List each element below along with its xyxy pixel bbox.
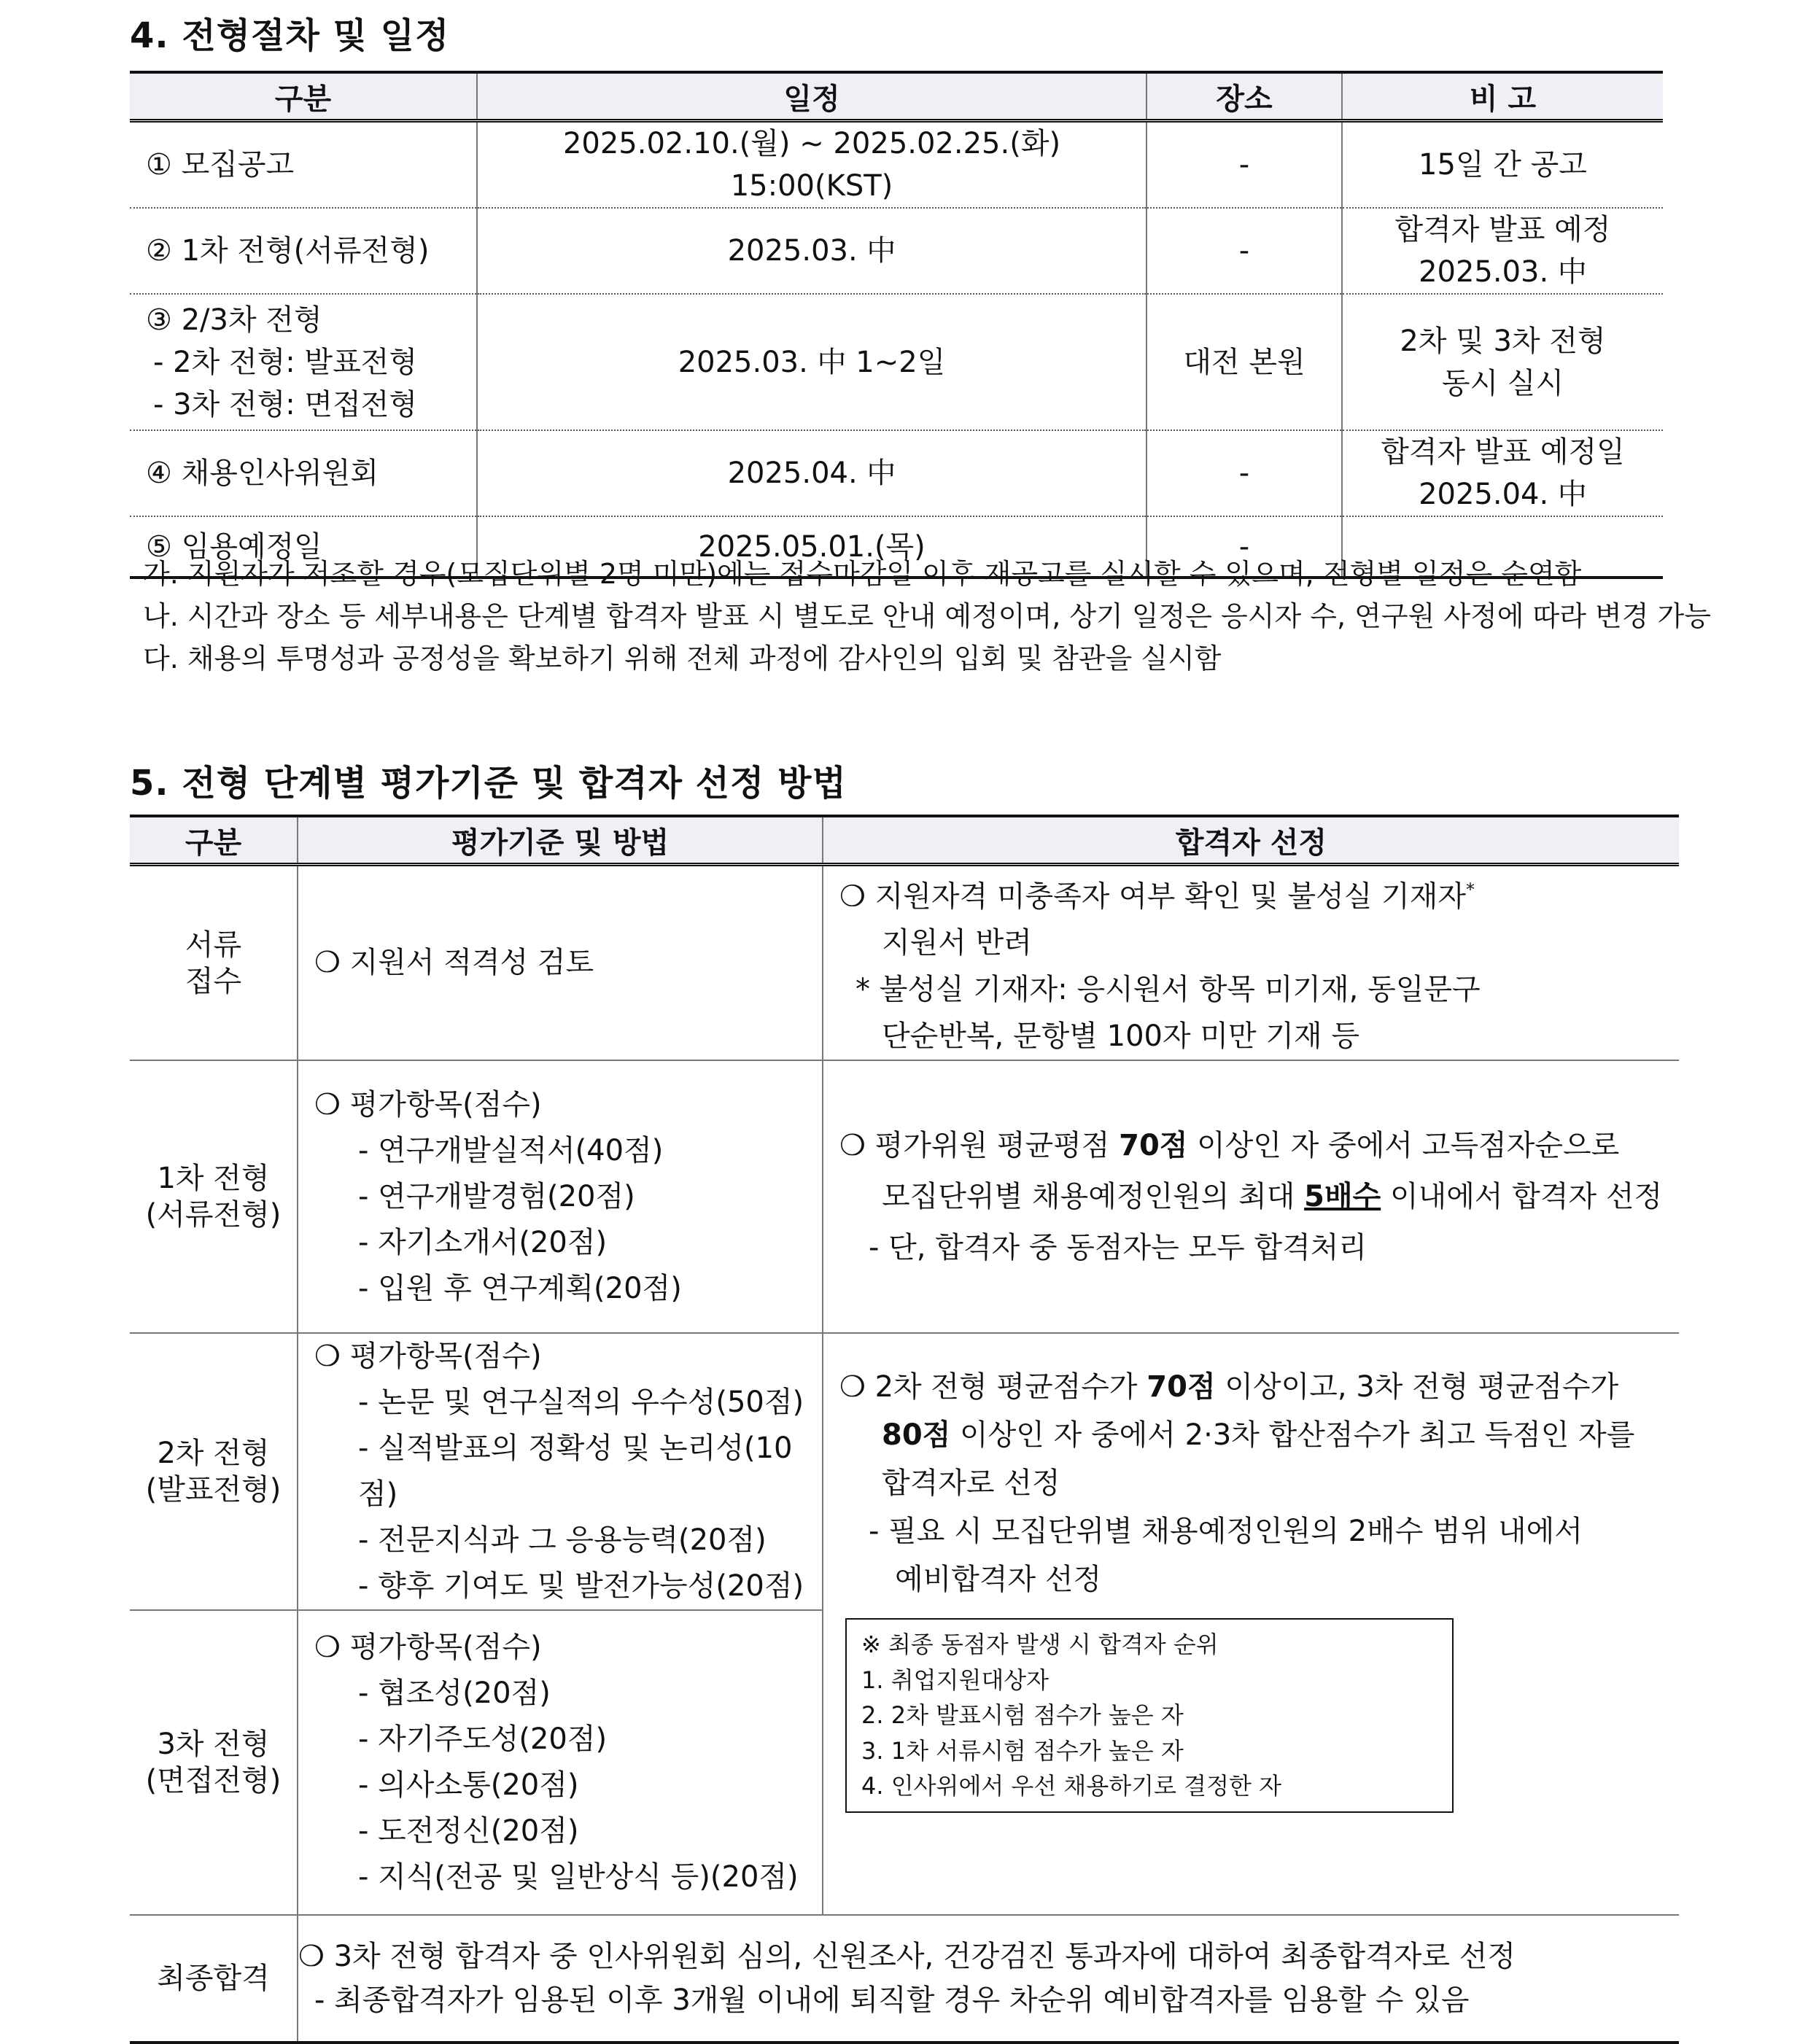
stage-label: ⑤ 임용예정일 <box>146 529 322 564</box>
stage-label: ① 모집공고 <box>146 148 295 182</box>
tie-rank-box <box>845 1618 1454 1813</box>
stage-label: ④ 채용인사위원회 <box>146 456 379 490</box>
stage-label: ③ 2/3차 전형 <box>146 303 322 337</box>
table-row <box>130 294 1663 430</box>
criteria-item: - 입원 후 연구계획(20점) <box>358 1271 682 1305</box>
criteria-item: - 실적발표의 정확성 및 논리성(10점) <box>358 1431 793 1512</box>
stage-label: ② 1차 전형(서류전형) <box>146 234 430 268</box>
category-label: (발표전형) <box>145 1473 282 1507</box>
category-label: 최종합격 <box>157 1962 270 1996</box>
criteria-item: - 연구개발경험(20점) <box>358 1179 635 1213</box>
table-row <box>130 1333 1679 1610</box>
schedule-note: 합격자 발표 예정 <box>1394 213 1611 246</box>
selection-text: - 필요 시 모집단위별 채용예정인원의 2배수 범위 내에서 <box>869 1515 1583 1549</box>
box-item: 2. 2차 발표시험 점수가 높은 자 <box>861 1701 1184 1730</box>
evaluation-header-stage: 구분 <box>130 816 298 865</box>
table-row <box>130 1060 1679 1333</box>
schedule-date: 2025.02.10.(월) ~ 2025.02.25.(화) 15:00(KST) <box>477 121 1147 209</box>
stage-sub-label: - 3차 전형: 면접전형 <box>153 387 417 421</box>
criteria-title: ❍ 평가항목(점수) <box>314 1631 542 1665</box>
schedule-place: - <box>1147 430 1342 516</box>
note-line: 나. 시간과 장소 등 세부내용은 단계별 합격자 발표 시 별도로 안내 예정이며, 상기 일정은 응시자 수, 연구원 사정에 따라 변경 가능 <box>143 600 1711 632</box>
stage-sub-label: - 2차 전형: 발표전형 <box>153 345 417 379</box>
criteria-item: - 의사소통(20점) <box>358 1768 579 1803</box>
box-item: 1. 취업지원대상자 <box>861 1666 1050 1694</box>
schedule-note-date: 2025.03. 中 <box>1419 255 1587 289</box>
category-label: 서류 <box>185 928 242 962</box>
footnote-text: * 불성실 기재자: 응시원서 항목 미기재, 동일문구 <box>855 973 1481 1007</box>
criteria-item: - 논문 및 연구실적의 우수성(50점) <box>358 1386 804 1420</box>
schedule-note: 15일 간 공고 <box>1419 148 1587 182</box>
criteria-item: - 지식(전공 및 일반상식 등)(20점) <box>358 1860 799 1895</box>
criteria-item: - 자기주도성(20점) <box>358 1722 608 1757</box>
note-line: 가. 지원자가 저조할 경우(모집단위별 2명 미만)에는 접수마감일 이후 재공고를 실시할 수 있으며, 전형별 일정은 순연함 <box>143 558 1582 590</box>
schedule-note: 동시 실시 <box>1441 366 1564 400</box>
box-item: 3. 1차 서류시험 점수가 높은 자 <box>861 1736 1184 1765</box>
criteria-item: - 자기소개서(20점) <box>358 1225 608 1259</box>
table-row <box>130 1915 1679 2043</box>
category-label: (면접전형) <box>145 1764 282 1798</box>
schedule-place: 대전 본원 <box>1147 294 1342 430</box>
selection-text: 지원서 반려 <box>882 926 1032 960</box>
schedule-place: - <box>1147 208 1342 294</box>
section5-title: 5. 전형 단계별 평가기준 및 합격자 선정 방법 <box>130 763 847 804</box>
table-row <box>130 865 1679 1061</box>
criteria-item: - 전문지식과 그 응용능력(20점) <box>358 1523 767 1558</box>
selection-text: 예비합격자 선정 <box>895 1563 1102 1597</box>
schedule-note: 합격자 발표 예정일 <box>1381 435 1625 469</box>
schedule-table <box>130 71 1663 579</box>
selection-text: ❍ 2차 전형 평균점수가 <box>839 1370 1147 1404</box>
category-label: 3차 전형 <box>157 1728 270 1762</box>
selection-text: 모집단위별 채용예정인원의 최대 <box>882 1180 1305 1214</box>
score-70: 70점 <box>1147 1370 1216 1404</box>
criteria-title: ❍ 평가항목(점수) <box>314 1087 542 1122</box>
final-text: ❍ 3차 전형 합격자 중 인사위원회 심의, 신원조사, 건강검진 통과자에 대하여 최종합격자로 선정 <box>298 1940 1516 1974</box>
schedule-header-place: 장소 <box>1147 72 1342 121</box>
criteria-item: - 협조성(20점) <box>358 1676 551 1711</box>
selection-text: 이상인 자 중에서 고득점자순으로 <box>1187 1129 1620 1163</box>
selection-text: ❍ 지원자격 미충족자 여부 확인 및 불성실 기재자 <box>839 879 1467 914</box>
criteria-text: ❍ 지원서 적격성 검토 <box>314 946 594 980</box>
evaluation-table <box>130 815 1679 2044</box>
selection-text: 이상인 자 중에서 2·3차 합산점수가 최고 득점인 자를 <box>950 1418 1635 1453</box>
category-label: (서류전형) <box>145 1198 282 1232</box>
schedule-note: 2차 및 3차 전형 <box>1400 324 1606 358</box>
schedule-date: 2025.04. 中 <box>477 430 1147 516</box>
box-item: 4. 인사위에서 우선 채용하기로 결정한 자 <box>861 1772 1281 1800</box>
schedule-header-date: 일정 <box>477 72 1147 121</box>
evaluation-header-selection: 합격자 선정 <box>823 816 1679 865</box>
table-row <box>130 208 1663 294</box>
schedule-place: - <box>1147 516 1342 578</box>
schedule-place: - <box>1147 121 1342 209</box>
footnote-text: 단순반복, 문항별 100자 미만 기재 등 <box>882 1019 1359 1054</box>
table-row <box>130 121 1663 209</box>
box-title: ※ 최종 동점자 발생 시 합격자 순위 <box>861 1631 1219 1659</box>
criteria-item: - 향후 기여도 및 발전가능성(20점) <box>358 1569 804 1604</box>
final-text: - 최종합격자가 임용된 이후 3개월 이내에 퇴직할 경우 차순위 예비합격자를 임용할 수 있음 <box>314 1983 1470 2018</box>
schedule-header-note: 비 고 <box>1342 72 1663 121</box>
category-label: 2차 전형 <box>157 1437 270 1471</box>
schedule-date: 2025.03. 中 <box>477 208 1147 294</box>
criteria-item: - 연구개발실적서(40점) <box>358 1133 664 1167</box>
criteria-item: - 도전정신(20점) <box>358 1814 579 1849</box>
selection-text: 이내에서 합격자 선정 <box>1381 1180 1663 1214</box>
selection-text: ❍ 평가위원 평균평점 <box>839 1129 1120 1163</box>
footnote-star: * <box>1466 879 1475 900</box>
schedule-date: 2025.03. 中 1~2일 <box>477 294 1147 430</box>
selection-text: 이상이고, 3차 전형 평균점수가 <box>1215 1370 1619 1404</box>
evaluation-header-row <box>130 816 1679 865</box>
section4-title: 4. 전형절차 및 일정 <box>130 15 450 56</box>
evaluation-header-criteria: 평가기준 및 방법 <box>298 816 823 865</box>
note-line: 다. 채용의 투명성과 공정성을 확보하기 위해 전체 과정에 감사인의 입회 및 참관을 실시함 <box>143 642 1222 675</box>
selection-text: 합격자로 선정 <box>882 1466 1060 1501</box>
schedule-header-stage: 구분 <box>130 72 477 121</box>
schedule-note-date: 2025.04. 中 <box>1419 478 1587 511</box>
score-80: 80점 <box>882 1418 951 1453</box>
table-row <box>130 430 1663 516</box>
schedule-date: 2025.05.01.(목) <box>477 516 1147 578</box>
score-70: 70점 <box>1119 1129 1188 1163</box>
schedule-header-row <box>130 72 1663 121</box>
selection-text: - 단, 합격자 중 동점자는 모두 합격처리 <box>869 1231 1367 1265</box>
category-label: 1차 전형 <box>157 1162 270 1196</box>
multiple-5x: 5배수 <box>1304 1180 1381 1214</box>
schedule-notes <box>143 553 1711 680</box>
category-label: 접수 <box>185 964 242 998</box>
criteria-title: ❍ 평가항목(점수) <box>314 1340 542 1374</box>
